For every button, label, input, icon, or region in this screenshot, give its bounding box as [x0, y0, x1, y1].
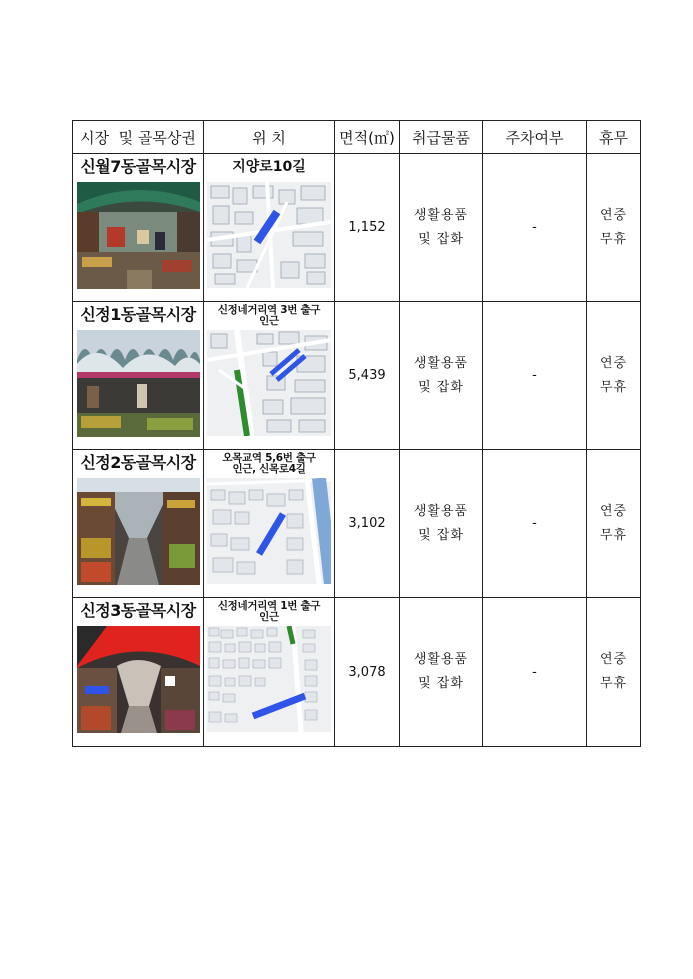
market-name: 신정3동골목시장	[80, 601, 196, 620]
closed-line: 무휴	[599, 231, 628, 247]
location-text: 인근	[259, 315, 279, 327]
closed-line: 무휴	[599, 527, 628, 543]
area-cell: 3,078	[335, 598, 400, 747]
location-text: 신정네거리역 3번 출구	[217, 304, 321, 316]
goods-line: 및 잡화	[418, 231, 464, 247]
market-cell	[73, 450, 204, 598]
closed-line: 무휴	[599, 379, 628, 395]
goods-cell	[400, 598, 483, 747]
location-text: 지양로10길	[232, 159, 306, 175]
closed-line: 연중	[599, 652, 628, 667]
closed-line: 연중	[599, 355, 628, 371]
parking-cell: -	[483, 302, 587, 450]
market-cell	[73, 598, 204, 747]
closed-cell	[587, 302, 641, 450]
location-map	[207, 626, 331, 732]
table-row	[73, 450, 641, 598]
header-row	[73, 121, 641, 154]
area-cell: 5,439	[335, 302, 400, 450]
goods-cell	[400, 154, 483, 302]
table-row	[73, 302, 641, 450]
location-map	[207, 330, 331, 436]
header-area: 면적(㎡)	[335, 121, 400, 154]
market-name: 신정1동골목시장	[80, 305, 196, 324]
market-photo	[77, 182, 200, 289]
market-photo	[77, 626, 200, 733]
location-map	[207, 478, 331, 584]
header-goods: 취급물품	[400, 121, 483, 154]
location-cell	[204, 450, 335, 598]
goods-line: 생활용품	[413, 652, 469, 667]
location-cell	[204, 154, 335, 302]
closed-cell	[587, 450, 641, 598]
market-cell	[73, 154, 204, 302]
location-cell	[204, 598, 335, 747]
closed-cell	[587, 598, 641, 747]
location-text: 인근	[259, 611, 279, 623]
goods-line: 및 잡화	[418, 379, 464, 395]
closed-line: 연중	[599, 503, 628, 519]
goods-line: 생활용품	[413, 503, 469, 519]
parking-cell: -	[483, 450, 587, 598]
location-text: 신정네거리역 1번 출구	[217, 600, 321, 612]
header-closed: 휴무	[587, 121, 641, 154]
market-table	[72, 120, 641, 747]
header-market: 시장 및 골목상권	[73, 121, 204, 154]
market-cell	[73, 302, 204, 450]
location-cell	[204, 302, 335, 450]
location-text: 인근, 신목로4길	[232, 463, 306, 475]
closed-line: 무휴	[599, 676, 628, 691]
goods-cell	[400, 450, 483, 598]
goods-cell	[400, 302, 483, 450]
table-row	[73, 154, 641, 302]
goods-line: 및 잡화	[418, 527, 464, 543]
parking-cell: -	[483, 598, 587, 747]
header-parking: 주차여부	[483, 121, 587, 154]
market-photo	[77, 330, 200, 437]
goods-line: 및 잡화	[418, 676, 464, 691]
location-map	[207, 182, 331, 288]
area-cell: 3,102	[335, 450, 400, 598]
goods-line: 생활용품	[413, 207, 469, 223]
market-photo	[77, 478, 200, 585]
market-name: 신정2동골목시장	[80, 453, 196, 472]
closed-cell	[587, 154, 641, 302]
market-name: 신월7동골목시장	[80, 157, 196, 176]
header-location: 위 치	[204, 121, 335, 154]
location-text: 오목교역 5,6번 출구	[222, 452, 316, 464]
table-row	[73, 598, 641, 747]
area-cell: 1,152	[335, 154, 400, 302]
parking-cell: -	[483, 154, 587, 302]
closed-line: 연중	[599, 207, 628, 223]
goods-line: 생활용품	[413, 355, 469, 371]
